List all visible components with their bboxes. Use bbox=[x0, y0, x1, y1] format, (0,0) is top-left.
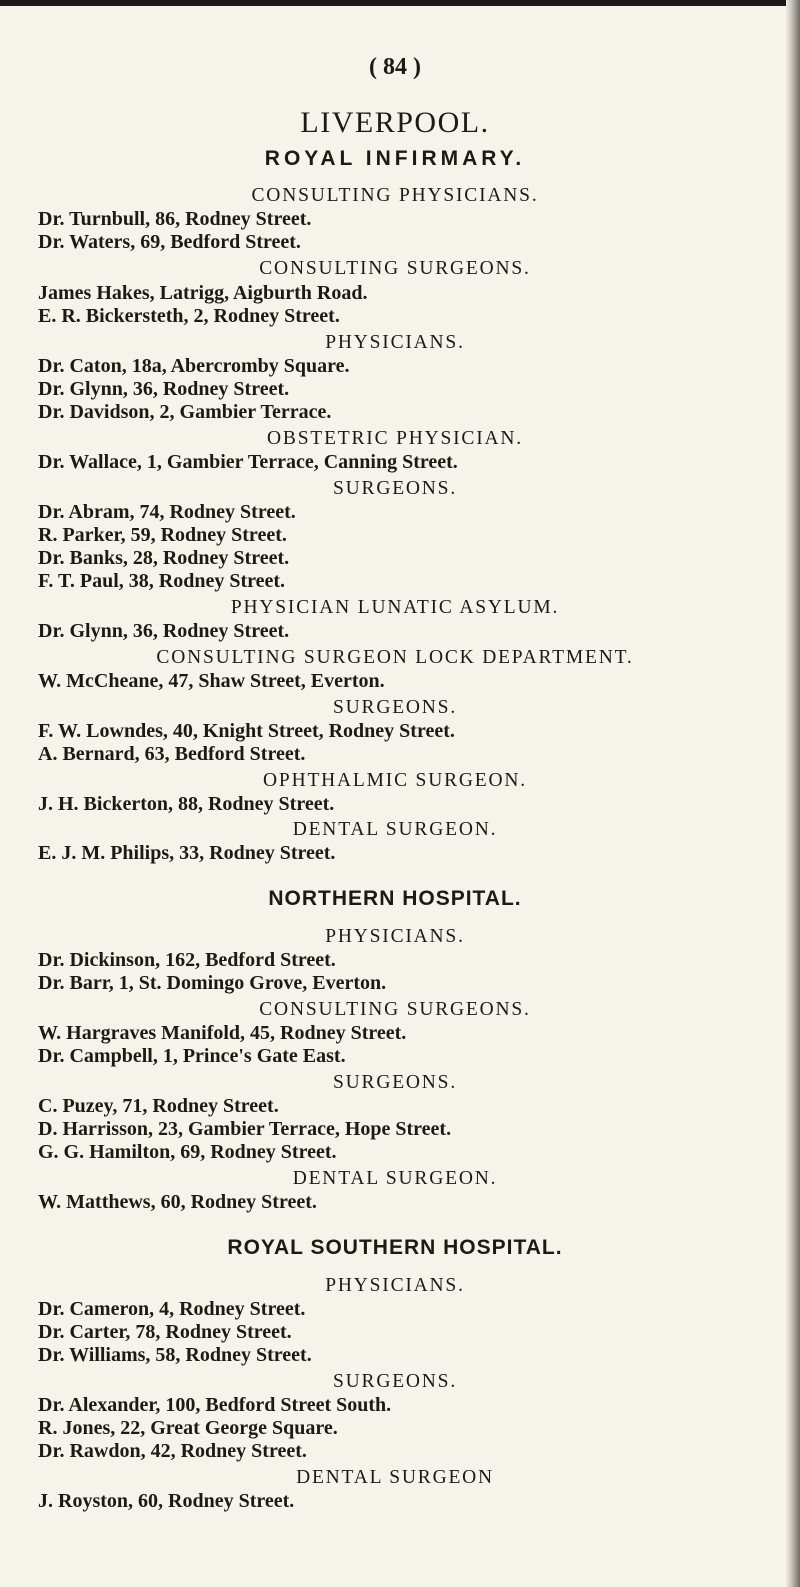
directory-entry: C. Puzey, 71, Rodney Street. bbox=[38, 1095, 279, 1117]
section-heading: PHYSICIANS. bbox=[325, 926, 465, 947]
directory-entry: R. Parker, 59, Rodney Street. bbox=[38, 524, 287, 546]
directory-entry: Dr. Campbell, 1, Prince's Gate East. bbox=[38, 1045, 346, 1067]
directory-entry: G. G. Hamilton, 69, Rodney Street. bbox=[38, 1141, 337, 1163]
directory-entry: Dr. Barr, 1, St. Domingo Grove, Everton. bbox=[38, 972, 387, 994]
section-heading: PHYSICIANS. bbox=[325, 1275, 465, 1296]
section-heading: OBSTETRIC PHYSICIAN. bbox=[267, 428, 523, 449]
directory-entry: Dr. Banks, 28, Rodney Street. bbox=[38, 547, 290, 569]
section-heading: CONSULTING PHYSICIANS. bbox=[251, 185, 539, 206]
section-heading: SURGEONS. bbox=[332, 697, 457, 718]
directory-entry: Dr. Glynn, 36, Rodney Street. bbox=[38, 378, 290, 400]
directory-entry: Dr. Cameron, 4, Rodney Street. bbox=[38, 1298, 306, 1320]
directory-entry: Dr. Waters, 69, Bedford Street. bbox=[38, 231, 301, 253]
directory-entry: Dr. Alexander, 100, Bedford Street South. bbox=[38, 1394, 392, 1416]
directory-entry: Dr. Williams, 58, Rodney Street. bbox=[38, 1344, 312, 1366]
section-heading: SURGEONS. bbox=[332, 478, 457, 499]
section-heading: PHYSICIANS. bbox=[325, 332, 465, 353]
section-heading: SURGEONS. bbox=[332, 1371, 457, 1392]
directory-entry: Dr. Dickinson, 162, Bedford Street. bbox=[38, 949, 336, 971]
directory-entry: James Hakes, Latrigg, Aigburth Road. bbox=[38, 282, 368, 304]
directory-entry: W. McCheane, 47, Shaw Street, Everton. bbox=[38, 670, 385, 692]
hospital-title: ROYAL SOUTHERN HOSPITAL. bbox=[227, 1236, 563, 1259]
page-number: ( 84 ) bbox=[369, 54, 421, 80]
section-heading: OPHTHALMIC SURGEON. bbox=[263, 770, 527, 791]
directory-entry: Dr. Caton, 18a, Abercromby Square. bbox=[38, 355, 350, 377]
directory-entry: R. Jones, 22, Great George Square. bbox=[38, 1417, 338, 1439]
directory-entry: Dr. Abram, 74, Rodney Street. bbox=[38, 501, 296, 523]
directory-entry: E. J. M. Philips, 33, Rodney Street. bbox=[38, 842, 336, 864]
directory-entry: F. T. Paul, 38, Rodney Street. bbox=[38, 570, 286, 592]
section-heading: DENTAL SURGEON. bbox=[292, 819, 498, 840]
section-heading: DENTAL SURGEON. bbox=[292, 1168, 498, 1189]
directory-entry: Dr. Turnbull, 86, Rodney Street. bbox=[38, 208, 312, 230]
directory-entry: E. R. Bickersteth, 2, Rodney Street. bbox=[38, 305, 340, 327]
directory-entry: Dr. Glynn, 36, Rodney Street. bbox=[38, 620, 290, 642]
directory-entry: Dr. Wallace, 1, Gambier Terrace, Canning Street. bbox=[38, 451, 458, 473]
directory-entry: J. Royston, 60, Rodney Street. bbox=[38, 1490, 295, 1512]
section-heading: CONSULTING SURGEONS. bbox=[259, 258, 531, 279]
directory-entry: Dr. Davidson, 2, Gambier Terrace. bbox=[38, 401, 332, 423]
section-heading: DENTAL SURGEON bbox=[296, 1467, 494, 1488]
section-heading: CONSULTING SURGEONS. bbox=[259, 999, 531, 1020]
city-heading: LIVERPOOL. bbox=[300, 106, 490, 139]
hospital-title: ROYAL INFIRMARY. bbox=[264, 147, 526, 170]
directory-entry: A. Bernard, 63, Bedford Street. bbox=[38, 743, 306, 765]
section-heading: PHYSICIAN LUNATIC ASYLUM. bbox=[230, 597, 560, 618]
directory-entry: Dr. Carter, 78, Rodney Street. bbox=[38, 1321, 292, 1343]
directory-entry: W. Hargraves Manifold, 45, Rodney Street. bbox=[38, 1022, 407, 1044]
directory-entry: J. H. Bickerton, 88, Rodney Street. bbox=[38, 793, 335, 815]
directory-entry: D. Harrisson, 23, Gambier Terrace, Hope Street. bbox=[38, 1118, 452, 1140]
section-heading: SURGEONS. bbox=[332, 1072, 457, 1093]
directory-entry: Dr. Rawdon, 42, Rodney Street. bbox=[38, 1440, 307, 1462]
hospital-title: NORTHERN HOSPITAL. bbox=[268, 887, 522, 910]
directory-entry: W. Matthews, 60, Rodney Street. bbox=[38, 1191, 317, 1213]
directory-entry: F. W. Lowndes, 40, Knight Street, Rodney Street. bbox=[38, 720, 455, 742]
section-heading: CONSULTING SURGEON LOCK DEPARTMENT. bbox=[156, 647, 634, 668]
